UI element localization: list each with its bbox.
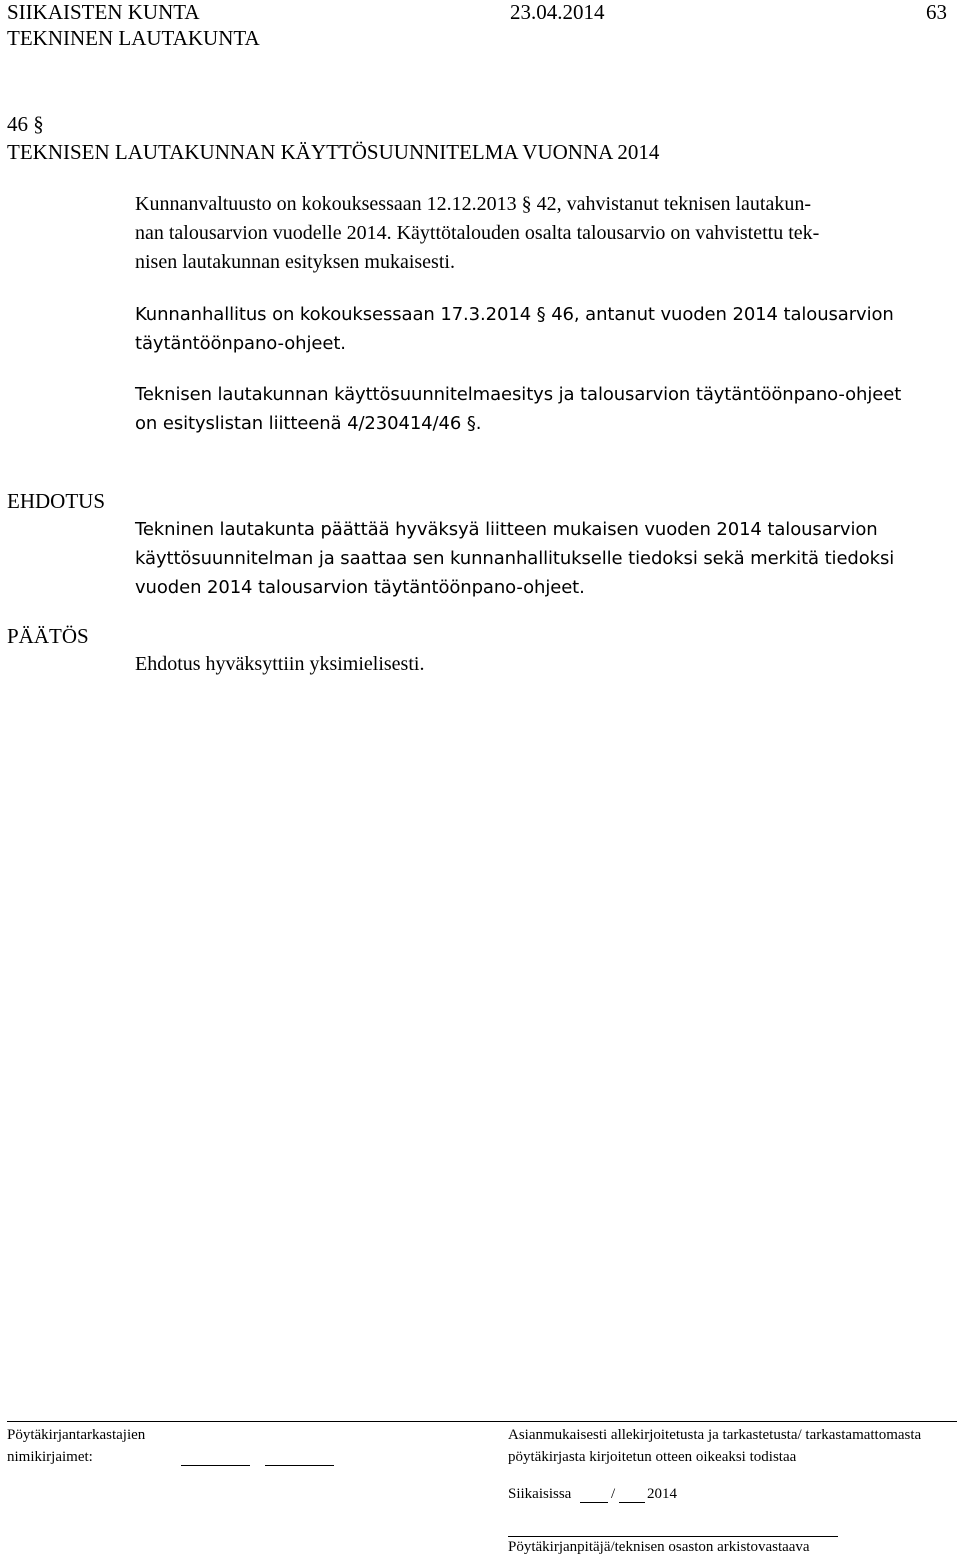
footer-reviewers-label: Pöytäkirjantarkastajien	[7, 1427, 146, 1443]
paragraph-attachment	[135, 380, 950, 438]
footer-divider	[7, 1421, 957, 1422]
paragraph-board-decision	[135, 300, 950, 358]
initials-line-1	[181, 1465, 250, 1466]
meeting-date: 23.04.2014	[510, 0, 605, 24]
paragraph-council-decision	[135, 190, 950, 277]
date-separator: /	[611, 1486, 616, 1502]
footer-year: 2014	[647, 1486, 677, 1502]
paragraph-line: nan talousarvion vuodelle 2014. Käyttötalouden osalta talousarvio on vahvistettu tek-	[135, 222, 820, 244]
proposal-line: käyttösuunnitelman ja saattaa sen kunnanhallitukselle tiedoksi sekä merkitä tiedoksi	[135, 548, 895, 569]
section-number: 46 §	[7, 112, 44, 136]
paragraph-line: täytäntöönpano-ohjeet.	[135, 333, 346, 354]
footer-certification-text-2: pöytäkirjasta kirjoitetun otteen oikeaksi todistaa	[508, 1449, 797, 1465]
month-blank-line	[619, 1502, 645, 1503]
footer-certification-text: Asianmukaisesti allekirjoitetusta ja tarkastetusta/ tarkastamattomasta	[508, 1427, 922, 1443]
committee-name: TEKNINEN LAUTAKUNTA	[7, 26, 260, 50]
paragraph-line: nisen lautakunnan esityksen mukaisesti.	[135, 251, 455, 273]
paragraph-line: Kunnanhallitus on kokouksessaan 17.3.2014 § 46, antanut vuoden 2014 talousarvion	[135, 304, 894, 325]
proposal-text	[135, 515, 950, 602]
proposal-label: EHDOTUS	[7, 489, 105, 513]
footer-signer-title: Pöytäkirjanpitäjä/teknisen osaston arkistovastaava	[508, 1539, 810, 1555]
day-blank-line	[580, 1502, 608, 1503]
paragraph-line: on esityslistan liitteenä 4/230414/46 §.	[135, 413, 482, 434]
decision-text: Ehdotus hyväksyttiin yksimielisesti.	[135, 653, 425, 675]
paragraph-line: Kunnanvaltuusto on kokouksessaan 12.12.2013 § 42, vahvistanut teknisen lautakun-	[135, 193, 812, 215]
paragraph-line: Teknisen lautakunnan käyttösuunnitelmaesitys ja talousarvion täytäntöönpano-ohjeet	[135, 384, 902, 405]
initials-line-2	[265, 1465, 334, 1466]
municipality-name: SIIKAISTEN KUNTA	[7, 0, 200, 24]
footer-initials-label: nimikirjaimet:	[7, 1449, 93, 1465]
decision-label: PÄÄTÖS	[7, 624, 89, 648]
page-number: 63	[926, 0, 947, 24]
signature-line	[508, 1536, 838, 1537]
proposal-line: vuoden 2014 talousarvion täytäntöönpano-ohjeet.	[135, 577, 585, 598]
footer-place-label: Siikaisissa	[508, 1486, 572, 1502]
proposal-line: Tekninen lautakunta päättää hyväksyä liitteen mukaisen vuoden 2014 talousarvion	[135, 519, 878, 540]
section-title: TEKNISEN LAUTAKUNNAN KÄYTTÖSUUNNITELMA VUONNA 2014	[7, 140, 660, 164]
